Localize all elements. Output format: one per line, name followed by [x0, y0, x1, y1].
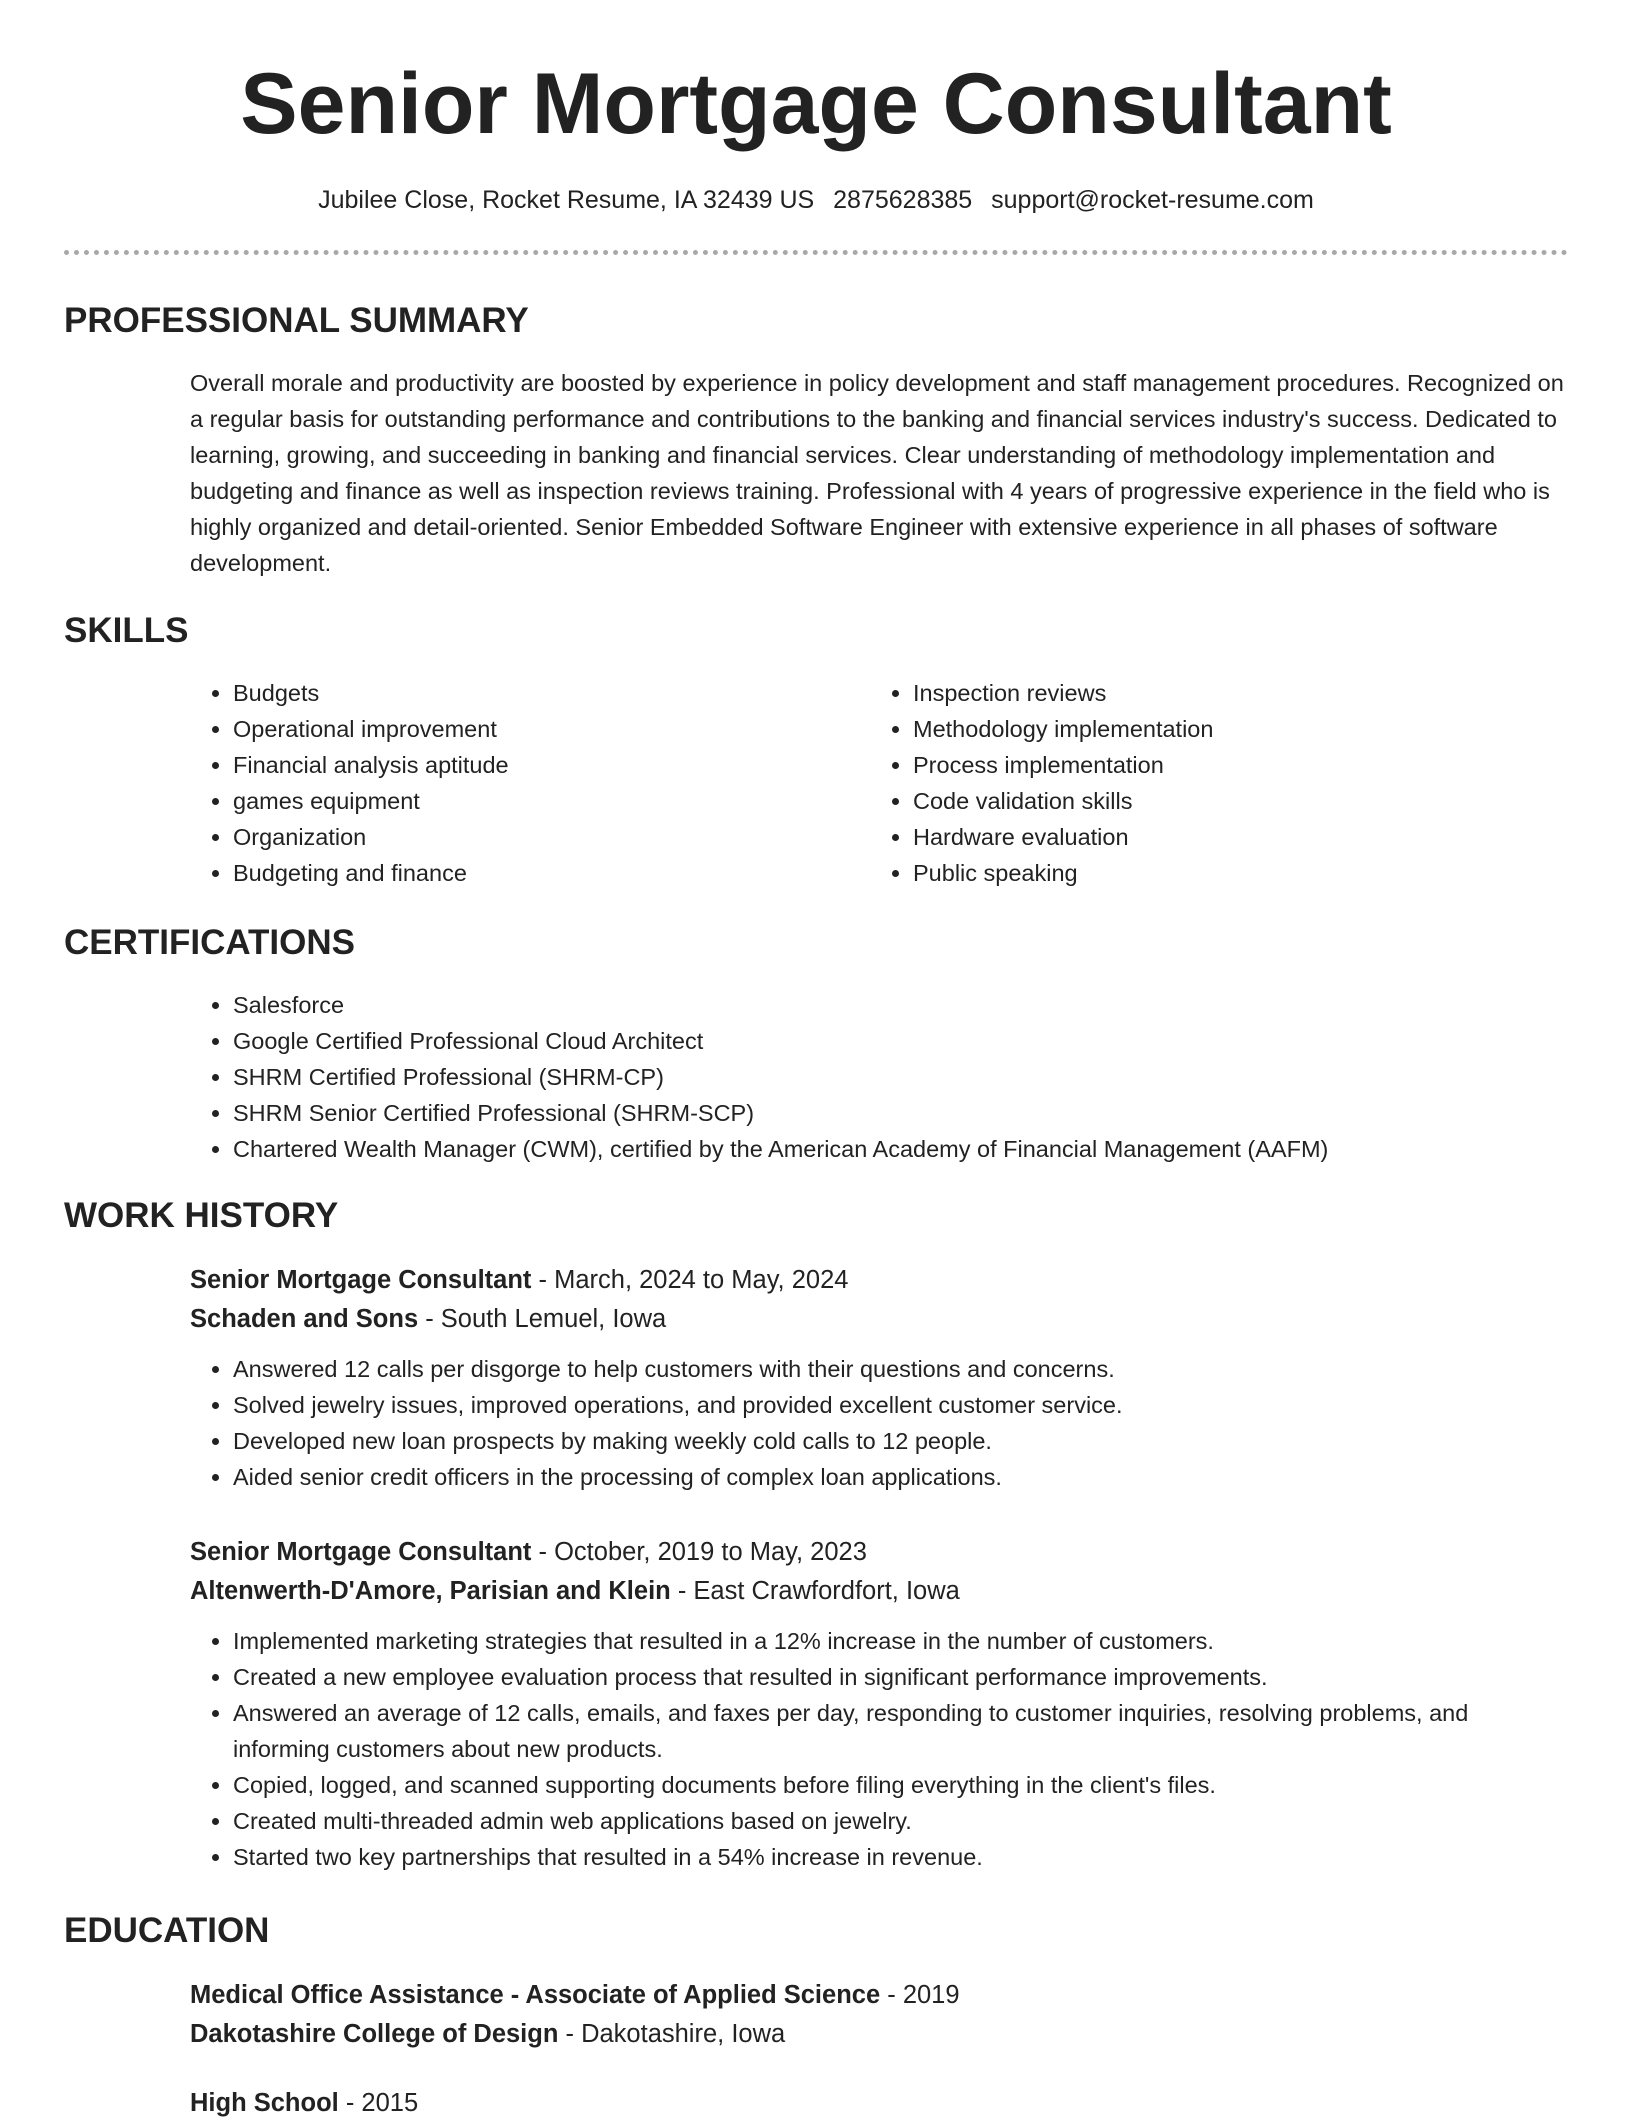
- education-degree: High School: [190, 2089, 339, 2117]
- job-title-line: [190, 1533, 1570, 1572]
- contact-email: support@rocket-resume.com: [991, 186, 1314, 214]
- list-item: • Answered an average of 12 calls, emails, and faxes per day, responding to customer inquiries, resolving problems, and informing customers about new products.: [233, 1695, 1570, 1767]
- certifications-list: [190, 987, 1613, 1167]
- resume-header: [0, 0, 1632, 216]
- job-title: Senior Mortgage Consultant: [190, 1538, 532, 1566]
- list-item: • Financial analysis aptitude: [233, 747, 893, 783]
- section-title-certifications: CERTIFICATIONS: [64, 923, 356, 962]
- list-item: • Code validation skills: [913, 783, 1573, 819]
- list-item: • Aided senior credit officers in the processing of complex loan applications.: [233, 1459, 1570, 1495]
- job-entry: [190, 1533, 1570, 1875]
- education-degree: Medical Office Assistance - Associate of Applied Science: [190, 1981, 881, 2009]
- education-year: - 2015: [338, 2089, 419, 2117]
- contact-phone: 2875628385: [833, 186, 973, 214]
- contact-line: [0, 184, 1632, 216]
- list-item: • Organization: [233, 819, 893, 855]
- contact-address: Jubilee Close, Rocket Resume, IA 32439 US: [318, 186, 815, 214]
- list-item: • Salesforce: [233, 987, 1613, 1023]
- education-school-line: [190, 2015, 1570, 2054]
- list-item: • Public speaking: [913, 855, 1573, 891]
- job-dates: - October, 2019 to May, 2023: [531, 1538, 867, 1566]
- education-year: - 2019: [880, 1981, 960, 2009]
- education-entry: [190, 1976, 1570, 2054]
- section-title-skills: SKILLS: [64, 611, 189, 650]
- list-item: • Chartered Wealth Manager (CWM), certified by the American Academy of Financial Management (AAFM): [233, 1131, 1613, 1167]
- education-location: - Dakotashire, Iowa: [558, 2020, 786, 2048]
- list-item: • Created multi-threaded admin web applications based on jewelry.: [233, 1803, 1570, 1839]
- section-title-education: EDUCATION: [64, 1911, 270, 1950]
- education-school: Dakotashire College of Design: [190, 2020, 559, 2048]
- list-item: • Started two key partnerships that resulted in a 54% increase in revenue.: [233, 1839, 1570, 1875]
- list-item: • Created a new employee evaluation process that resulted in significant performance improvements.: [233, 1659, 1570, 1695]
- job-location: - East Crawfordfort, Iowa: [670, 1577, 960, 1605]
- list-item: • Developed new loan prospects by making weekly cold calls to 12 people.: [233, 1423, 1570, 1459]
- list-item: • Inspection reviews: [913, 675, 1573, 711]
- list-item: • Google Certified Professional Cloud Architect: [233, 1023, 1613, 1059]
- job-company-line: [190, 1300, 1570, 1339]
- job-company: Schaden and Sons: [190, 1305, 419, 1333]
- list-item: • Copied, logged, and scanned supporting documents before filing everything in the client's files.: [233, 1767, 1570, 1803]
- list-item: • Operational improvement: [233, 711, 893, 747]
- job-location: - South Lemuel, Iowa: [418, 1305, 667, 1333]
- job-company-line: [190, 1572, 1570, 1611]
- skills-list-left: [190, 675, 893, 891]
- list-item: • Process implementation: [913, 747, 1573, 783]
- job-bullets: [190, 1351, 1570, 1495]
- list-item: • Answered 12 calls per disgorge to help customers with their questions and concerns.: [233, 1351, 1570, 1387]
- list-item: • Implemented marketing strategies that resulted in a 12% increase in the number of customers.: [233, 1623, 1570, 1659]
- summary-text: Overall morale and productivity are boosted by experience in policy development and staff management procedures. Recognized on a regular basis for outstanding performance and contributions to the banking and financial services industry's success. Dedicated to learning, growing, and succeeding in banking and financial services. Clear understanding of methodology implementation and budgeting and finance as well as inspection reviews training. Professional with 4 years of progressive experience in the field who is highly organized and detail-oriented. Senior Embedded Software Engineer with extensive experience in all phases of software development.: [190, 370, 1564, 576]
- job-company: Altenwerth-D'Amore, Parisian and Klein: [190, 1577, 671, 1605]
- education-entry: [190, 2084, 1570, 2123]
- list-item: • Methodology implementation: [913, 711, 1573, 747]
- education-degree-line: [190, 2084, 1570, 2123]
- page-title: Senior Mortgage Consultant: [240, 56, 1392, 152]
- section-title-summary: PROFESSIONAL SUMMARY: [64, 301, 529, 340]
- section-title-work-history: WORK HISTORY: [64, 1196, 339, 1235]
- education-degree-line: [190, 1976, 1570, 2015]
- job-entry: [190, 1261, 1570, 1495]
- list-item: • games equipment: [233, 783, 893, 819]
- job-bullets: [190, 1623, 1570, 1875]
- header-divider: [64, 250, 1568, 255]
- list-item: • Hardware evaluation: [913, 819, 1573, 855]
- list-item: • Budgets: [233, 675, 893, 711]
- list-item: • Solved jewelry issues, improved operations, and provided excellent customer service.: [233, 1387, 1570, 1423]
- skills-list-right: [870, 675, 1573, 891]
- list-item: • SHRM Certified Professional (SHRM-CP): [233, 1059, 1613, 1095]
- list-item: • Budgeting and finance: [233, 855, 893, 891]
- job-title-line: [190, 1261, 1570, 1300]
- job-title: Senior Mortgage Consultant: [190, 1266, 532, 1294]
- list-item: • SHRM Senior Certified Professional (SHRM-SCP): [233, 1095, 1613, 1131]
- job-dates: - March, 2024 to May, 2024: [531, 1266, 849, 1294]
